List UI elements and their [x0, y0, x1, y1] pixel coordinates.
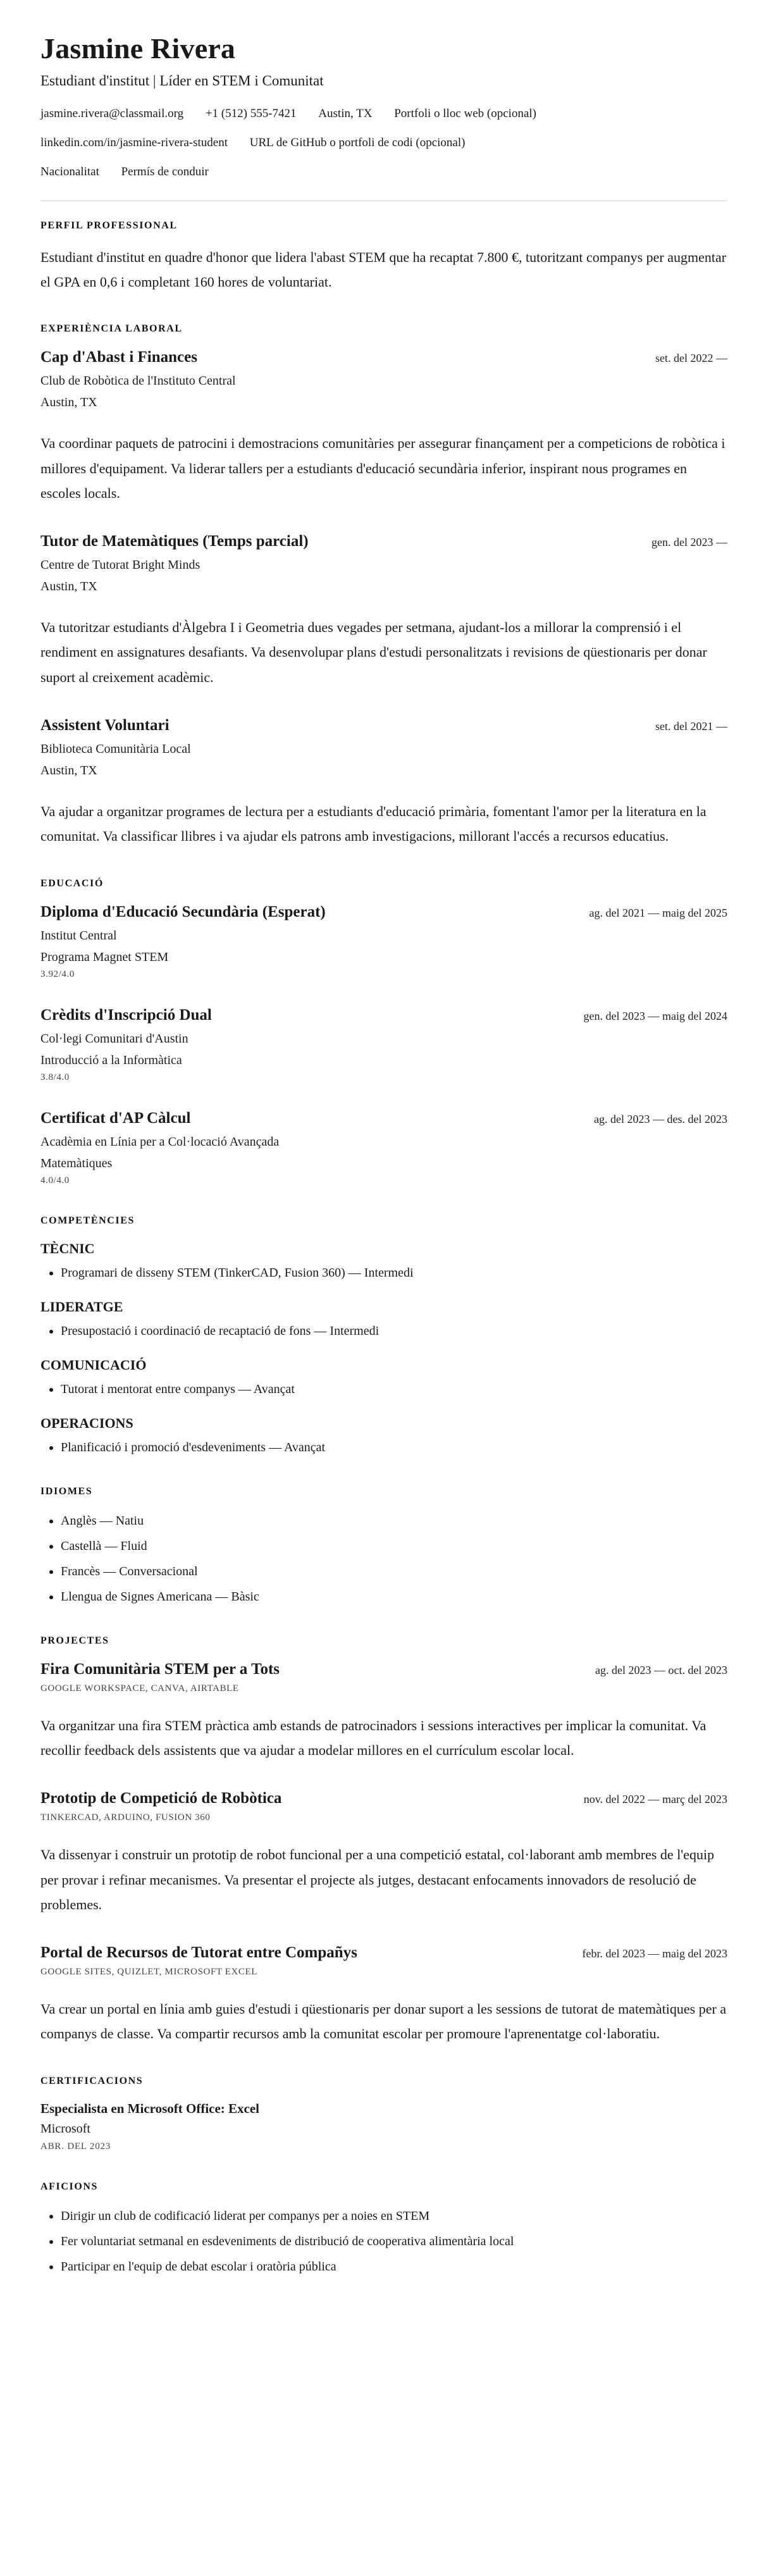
job-description: Va coordinar paquets de patrocini i demostracions comunitàries per assegurar finançament per a competicions de robòtica i millores d'equipament. Va liderar tallers per a estudiants d'educació secundària inferior, inspirant nous programes en escoles locals.	[40, 435, 725, 502]
program-name: Introducció a la Informàtica	[40, 1053, 182, 1067]
project-dates: nov. del 2022 — març del 2023	[583, 1792, 727, 1805]
education-item-header	[40, 1110, 727, 1127]
project-dates: ag. del 2023 — oct. del 2023	[595, 1663, 727, 1676]
education-item	[40, 1110, 727, 1186]
education-item-header	[40, 1006, 727, 1024]
project-item-header	[40, 1944, 727, 1962]
location-text: Austin, TX	[318, 107, 373, 120]
section-profile	[40, 220, 727, 294]
job-dates: set. del 2021 —	[655, 719, 727, 733]
section-experience	[40, 323, 727, 849]
education-dates: gen. del 2023 — maig del 2024	[583, 1009, 727, 1022]
section-heading-education: EDUCACIÓ	[40, 877, 104, 889]
experience-item-header	[40, 533, 727, 550]
education-item	[40, 1006, 727, 1083]
project-item	[40, 1661, 727, 1763]
education-item-header	[40, 903, 727, 921]
education-item	[40, 903, 727, 980]
project-title: Prototip de Competició de Robòtica	[40, 1789, 282, 1807]
job-location: Austin, TX	[40, 763, 97, 777]
gpa-value: 3.8/4.0	[40, 1072, 70, 1082]
degree-title: Crèdits d'Inscripció Dual	[40, 1006, 212, 1024]
experience-item	[40, 717, 727, 849]
skill-item: • Programari de disseny STEM (TinkerCAD, Fusion 360) — Intermedi	[61, 1263, 727, 1282]
job-company: Centre de Tutorat Bright Minds	[40, 557, 201, 572]
section-hobbies	[40, 2181, 727, 2276]
skill-group	[40, 1299, 727, 1341]
skill-group	[40, 1241, 727, 1282]
skill-group-name: LIDERATGE	[40, 1298, 123, 1315]
skill-item: • Tutorat i mentorat entre companys — Avançat	[61, 1380, 727, 1399]
section-education	[40, 878, 727, 1186]
hobby-item: • Dirigir un club de codificació liderat per companys per a noies en STEM	[61, 2207, 727, 2226]
skill-list	[40, 1263, 727, 1282]
job-description: Va ajudar a organitzar programes de lectura per a estudiants d'educació primària, fomentant l'amor per la literatura en la comunitat. Va classificar llibres i va ajudar els patrons amb investigacions, millorant l'accés a recursos educatius.	[40, 803, 707, 845]
skill-list	[40, 1438, 727, 1457]
section-skills	[40, 1215, 727, 1457]
skill-item: • Presupostació i coordinació de recaptació de fons — Intermedi	[61, 1322, 727, 1341]
job-title: Cap d'Abast i Finances	[40, 349, 197, 366]
certification-title: Especialista en Microsoft Office: Excel	[40, 2100, 260, 2116]
job-title: Assistent Voluntari	[40, 716, 170, 734]
job-title: Tutor de Matemàtiques (Temps parcial)	[40, 532, 309, 550]
driving-license-text: Permís de conduir	[121, 165, 209, 178]
certification-issuer: Microsoft	[40, 2121, 90, 2136]
skill-group	[40, 1357, 727, 1399]
tagline: Estudiant d'institut | Líder en STEM i Comunitat	[40, 73, 324, 89]
skill-group-name: OPERACIONS	[40, 1415, 133, 1431]
section-heading-skills: COMPETÈNCIES	[40, 1215, 135, 1226]
language-item: • Llengua de Signes Americana — Bàsic	[61, 1587, 727, 1606]
project-description: Va dissenyar i construir un prototip de robot funcional per a una competició estatal, col·laborant amb membres de l'equip per provar i refinar mecanismes. Va presentar el projecte als jutges, destacant enfocaments innovadors de resolució de problemes.	[40, 1846, 715, 1913]
contact-line-1	[40, 107, 727, 121]
gpa-value: 4.0/4.0	[40, 1175, 70, 1186]
project-title: Portal de Recursos de Tutorat entre Compañys	[40, 1943, 357, 1961]
job-location: Austin, TX	[40, 395, 97, 409]
job-location: Austin, TX	[40, 579, 97, 593]
school-name: Acadèmia en Línia per a Col·locació Avançada	[40, 1134, 280, 1149]
skill-list	[40, 1322, 727, 1341]
section-heading-hobbies: AFICIONS	[40, 2181, 99, 2192]
language-list	[40, 1511, 727, 1606]
job-description: Va tutoritzar estudiants d'Àlgebra I i Geometria dues vegades per setmana, ajudant-los a millorar la comprensió i el rendiment en assignatures desafiants. Va desenvolupar plans d'estudi personalitzats i revisions de qüestionaris per donar suport al creixement acadèmic.	[40, 619, 707, 685]
project-tools: GOOGLE SITES, QUIZLET, MICROSOFT EXCEL	[40, 1966, 258, 1977]
project-item-header	[40, 1661, 727, 1678]
language-item: • Castellà — Fluid	[61, 1537, 727, 1556]
certification-item	[40, 2101, 727, 2152]
project-tools: TINKERCAD, ARDUINO, FUSION 360	[40, 1812, 211, 1823]
linkedin-text: linkedin.com/in/jasmine-rivera-student	[40, 136, 228, 149]
section-heading-profile: PERFIL PROFESSIONAL	[40, 220, 178, 231]
skill-group-name: COMUNICACIÓ	[40, 1356, 147, 1373]
person-name: Jasmine Rivera	[40, 32, 236, 65]
project-dates: febr. del 2023 — maig del 2023	[582, 1947, 727, 1960]
program-name: Programa Magnet STEM	[40, 950, 169, 964]
contact-line-2	[40, 136, 727, 150]
resume-header	[40, 32, 727, 179]
language-item: • Francès — Conversacional	[61, 1562, 727, 1581]
job-company: Club de Robòtica de l'Instituto Central	[40, 374, 236, 388]
profile-text: Estudiant d'institut en quadre d'honor que lidera l'abast STEM que ha recaptat 7.800 €, tutoritzant companys per augmentar el GPA en 0,6 i completant 160 hores de voluntariat.	[40, 249, 727, 290]
skill-group	[40, 1415, 727, 1457]
degree-title: Diploma d'Educació Secundària (Esperat)	[40, 903, 326, 920]
job-dates: set. del 2022 —	[655, 352, 727, 364]
education-dates: ag. del 2023 — des. del 2023	[594, 1112, 727, 1125]
project-description: Va crear un portal en línia amb guies d'estudi i qüestionaris per donar suport a les sessions de tutorat de matemàtiques per a companys de classe. Va compartir recursos amb la comunitat escolar per promoure l'aprenentatge col·laboratiu.	[40, 2000, 727, 2042]
project-title: Fira Comunitària STEM per a Tots	[40, 1660, 280, 1678]
experience-item-header	[40, 349, 727, 366]
project-description: Va organitzar una fira STEM pràctica amb estands de patrocinadors i sessions interactives per implicar la comunitat. Va recollir feedback dels assistents que va ajudar a modelar millores en el currículum escolar local.	[40, 1717, 707, 1759]
project-item	[40, 1790, 727, 1917]
nationality-text: Nacionalitat	[40, 165, 99, 178]
gpa-value: 3.92/4.0	[40, 969, 75, 979]
degree-title: Certificat d'AP Càlcul	[40, 1109, 191, 1127]
school-name: Col·legi Comunitari d'Austin	[40, 1031, 188, 1046]
email-text: jasmine.rivera@classmail.org	[40, 107, 184, 120]
section-heading-languages: IDIOMES	[40, 1485, 93, 1497]
experience-item-header	[40, 717, 727, 734]
hobby-item: • Fer voluntariat setmanal en esdeveniments de distribució de cooperativa alimentària local	[61, 2232, 727, 2251]
hobby-item: • Participar en l'equip de debat escolar i oratòria pública	[61, 2257, 727, 2276]
section-heading-certifications: CERTIFICACIONS	[40, 2075, 144, 2086]
skill-list	[40, 1380, 727, 1399]
job-dates: gen. del 2023 —	[651, 535, 727, 548]
section-heading-experience: EXPERIÈNCIA LABORAL	[40, 323, 183, 334]
certification-date: ABR. DEL 2023	[40, 2141, 111, 2152]
section-heading-projects: PROJECTES	[40, 1635, 109, 1646]
phone-text: +1 (512) 555-7421	[205, 107, 297, 120]
section-languages	[40, 1486, 727, 1606]
section-projects	[40, 1635, 727, 2047]
project-tools: GOOGLE WORKSPACE, CANVA, AIRTABLE	[40, 1683, 239, 1694]
program-name: Matemàtiques	[40, 1156, 113, 1170]
section-certifications	[40, 2076, 727, 2152]
website-text: Portfoli o lloc web (opcional)	[394, 107, 536, 120]
education-dates: ag. del 2021 — maig del 2025	[589, 906, 727, 919]
github-text: URL de GitHub o portfoli de codi (opcional)	[249, 136, 466, 149]
school-name: Institut Central	[40, 928, 117, 943]
skill-item: • Planificació i promoció d'esdeveniments — Avançat	[61, 1438, 727, 1457]
job-company: Biblioteca Comunitària Local	[40, 741, 191, 756]
language-item: • Anglès — Natiu	[61, 1511, 727, 1530]
contact-line-3	[40, 165, 727, 179]
experience-item	[40, 533, 727, 690]
experience-item	[40, 349, 727, 506]
project-item-header	[40, 1790, 727, 1807]
project-item	[40, 1944, 727, 2047]
hobby-list	[40, 2207, 727, 2276]
skill-group-name: TÈCNIC	[40, 1240, 95, 1256]
